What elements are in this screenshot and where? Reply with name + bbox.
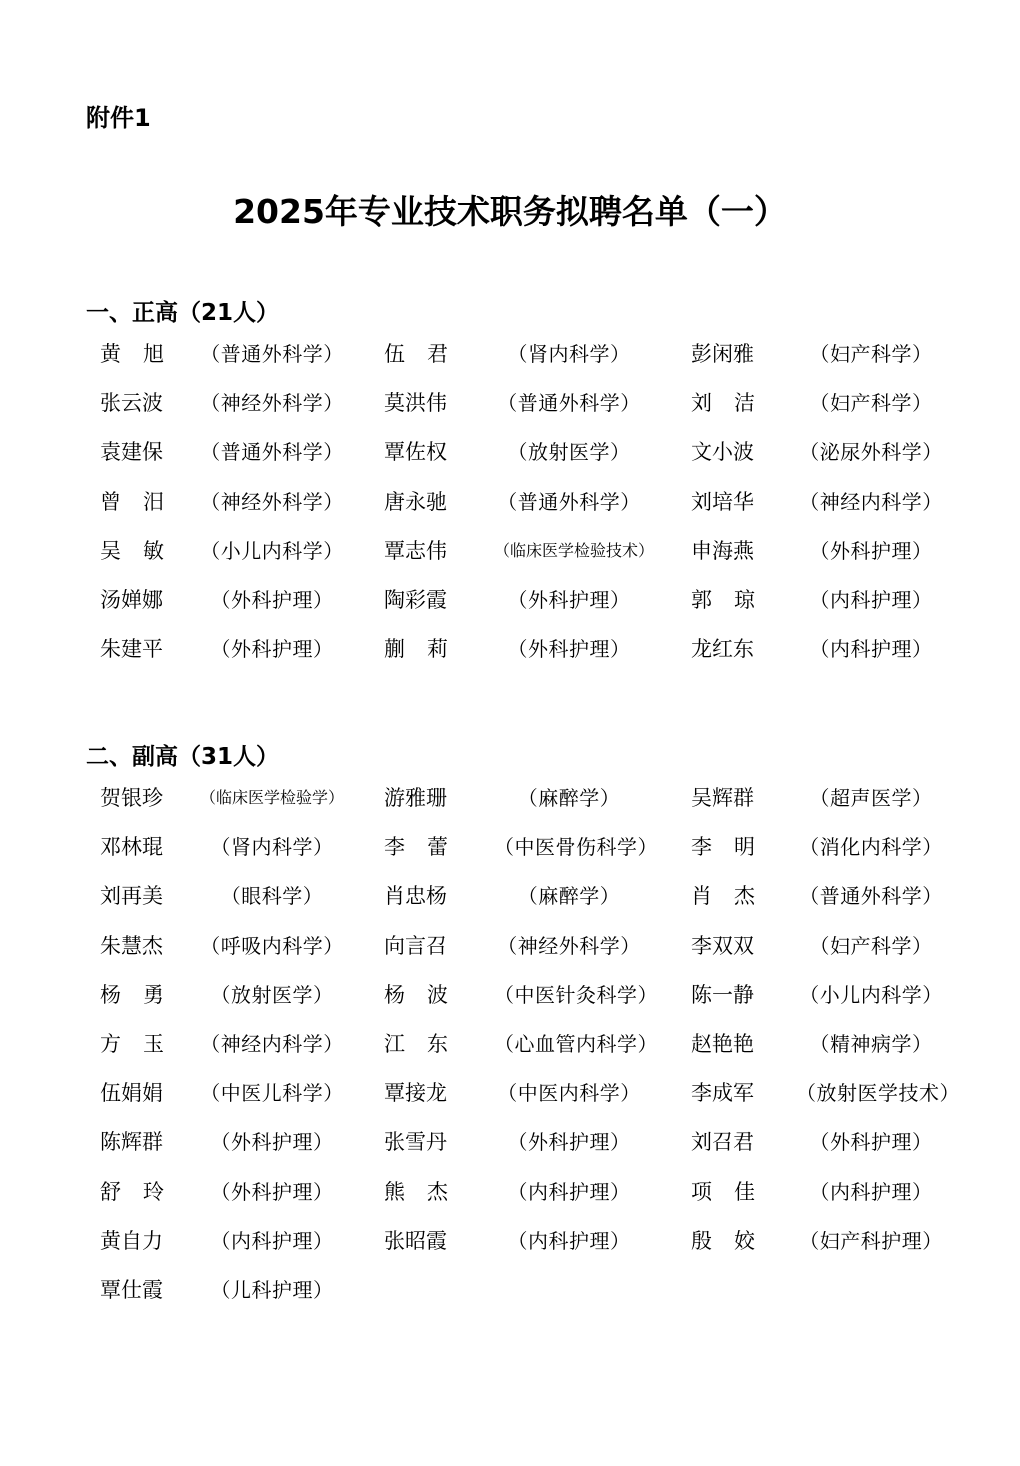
person-name: 李 蕾 — [384, 835, 448, 860]
specialty: （中医内科学） — [497, 1081, 641, 1106]
specialty: （肾内科学） — [210, 835, 334, 860]
specialty: （普通外科学） — [497, 391, 641, 416]
person-name: 汤婵娜 — [100, 587, 163, 612]
specialty: （小儿内科学） — [799, 982, 943, 1007]
person-name: 伍娟娟 — [100, 1081, 163, 1106]
specialty: （呼吸内科学） — [200, 933, 344, 958]
person-name: 朱建平 — [100, 637, 163, 662]
specialty: （肾内科学） — [507, 342, 631, 366]
specialty: （妇产科学） — [809, 342, 933, 366]
person-name: 陈一静 — [691, 982, 754, 1007]
specialty: （泌尿外科学） — [799, 440, 943, 465]
specialty: （麻醉学） — [517, 786, 621, 810]
person-name: 张雪丹 — [384, 1130, 447, 1155]
person-name: 杨 勇 — [100, 982, 164, 1007]
specialty: （外科护理） — [210, 1179, 334, 1204]
specialty: （内科护理） — [809, 587, 933, 612]
list-row — [0, 970, 1020, 1019]
person-name: 杨 波 — [384, 982, 448, 1007]
list-row — [0, 1117, 1020, 1166]
list-row — [0, 871, 1020, 920]
list-row — [0, 1068, 1020, 1117]
section-heading: 二、副高（31人） — [86, 744, 280, 770]
specialty: （心血管内科学） — [494, 1031, 658, 1056]
person-name: 曾 汨 — [100, 489, 164, 514]
person-name: 李双双 — [691, 933, 754, 958]
specialty: （消化内科学） — [799, 835, 943, 860]
person-name: 刘培华 — [691, 489, 754, 514]
person-name: 蒯 莉 — [384, 637, 448, 662]
person-name: 邓林琨 — [100, 835, 163, 860]
person-name: 郭 琼 — [691, 587, 755, 612]
person-name: 舒 玲 — [100, 1179, 164, 1204]
specialty: （儿科护理） — [210, 1277, 334, 1302]
specialty: （神经内科学） — [799, 489, 943, 514]
person-name: 赵艳艳 — [691, 1031, 754, 1056]
person-name: 陈辉群 — [100, 1130, 163, 1155]
person-name: 黄 旭 — [100, 342, 164, 366]
specialty: （中医儿科学） — [200, 1081, 344, 1106]
specialty: （普通外科学） — [200, 440, 344, 465]
list-row — [0, 575, 1020, 624]
specialty: （妇产科学） — [809, 391, 933, 416]
person-name: 吴辉群 — [691, 786, 754, 810]
person-name: 覃接龙 — [384, 1081, 447, 1106]
name-list — [0, 773, 1020, 1314]
person-name: 李 明 — [691, 835, 755, 860]
specialty: （普通外科学） — [497, 489, 641, 514]
specialty: （普通外科学） — [200, 342, 344, 366]
specialty: （神经外科学） — [200, 489, 344, 514]
specialty: （外科护理） — [809, 538, 933, 563]
person-name: 文小波 — [691, 440, 754, 465]
person-name: 项 佳 — [691, 1179, 755, 1204]
specialty: （临床医学检验技术） — [494, 540, 655, 560]
person-name: 伍 君 — [384, 342, 448, 366]
person-name: 吴 敏 — [100, 538, 164, 563]
list-row — [0, 378, 1020, 427]
attachment-label: 附件1 — [86, 104, 151, 132]
specialty: （临床医学检验学） — [199, 788, 344, 807]
specialty: （小儿内科学） — [200, 538, 344, 563]
specialty: （眼科学） — [220, 884, 324, 909]
person-name: 张昭霞 — [384, 1228, 447, 1253]
name-list — [0, 329, 1020, 673]
list-row — [0, 822, 1020, 871]
specialty: （外科护理） — [809, 1130, 933, 1155]
specialty: （放射医学） — [507, 440, 631, 465]
specialty: （神经内科学） — [200, 1031, 344, 1056]
person-name: 刘再美 — [100, 884, 163, 909]
person-name: 方 玉 — [100, 1031, 164, 1056]
person-name: 肖忠杨 — [384, 884, 447, 909]
list-row — [0, 1216, 1020, 1265]
person-name: 覃志伟 — [384, 538, 447, 563]
specialty: （妇产科护理） — [799, 1228, 943, 1253]
person-name: 贺银珍 — [100, 786, 163, 810]
specialty: （内科护理） — [809, 1179, 933, 1204]
specialty: （放射医学） — [210, 982, 334, 1007]
list-row — [0, 1265, 1020, 1314]
list-row — [0, 329, 1020, 378]
specialty: （普通外科学） — [799, 884, 943, 909]
person-name: 熊 杰 — [384, 1179, 448, 1204]
specialty: （外科护理） — [507, 637, 631, 662]
person-name: 陶彩霞 — [384, 587, 447, 612]
specialty: （放射医学技术） — [796, 1081, 960, 1106]
person-name: 朱慧杰 — [100, 933, 163, 958]
person-name: 莫洪伟 — [384, 391, 447, 416]
specialty: （精神病学） — [809, 1031, 933, 1056]
person-name: 肖 杰 — [691, 884, 755, 909]
list-row — [0, 427, 1020, 476]
specialty: （外科护理） — [507, 1130, 631, 1155]
person-name: 游雅珊 — [384, 786, 447, 810]
person-name: 彭闲雅 — [691, 342, 754, 366]
specialty: （内科护理） — [507, 1179, 631, 1204]
person-name: 覃仕霞 — [100, 1277, 163, 1302]
specialty: （内科护理） — [210, 1228, 334, 1253]
list-row — [0, 773, 1020, 822]
section-heading: 一、正高（21人） — [86, 300, 280, 326]
person-name: 刘 洁 — [691, 391, 755, 416]
specialty: （外科护理） — [210, 587, 334, 612]
person-name: 龙红东 — [691, 637, 754, 662]
person-name: 江 东 — [384, 1031, 448, 1056]
specialty: （神经外科学） — [497, 933, 641, 958]
person-name: 李成军 — [691, 1081, 754, 1106]
list-row — [0, 1167, 1020, 1216]
person-name: 袁建保 — [100, 440, 163, 465]
specialty: （内科护理） — [809, 637, 933, 662]
specialty: （外科护理） — [210, 1130, 334, 1155]
specialty: （超声医学） — [809, 786, 933, 810]
list-row — [0, 921, 1020, 970]
list-row — [0, 526, 1020, 575]
specialty: （中医针灸科学） — [494, 982, 658, 1007]
person-name: 唐永驰 — [384, 489, 447, 514]
specialty: （中医骨伤科学） — [494, 835, 658, 860]
specialty: （麻醉学） — [517, 884, 621, 909]
person-name: 张云波 — [100, 391, 163, 416]
person-name: 申海燕 — [691, 538, 754, 563]
list-row — [0, 477, 1020, 526]
person-name: 黄自力 — [100, 1228, 163, 1253]
person-name: 殷 姣 — [691, 1228, 755, 1253]
specialty: （外科护理） — [507, 587, 631, 612]
specialty: （妇产科学） — [809, 933, 933, 958]
specialty: （内科护理） — [507, 1228, 631, 1253]
document-title: 2025年专业技术职务拟聘名单（一） — [233, 192, 787, 231]
person-name: 向言召 — [384, 933, 447, 958]
person-name: 刘召君 — [691, 1130, 754, 1155]
list-row — [0, 624, 1020, 673]
person-name: 覃佐权 — [384, 440, 447, 465]
specialty: （外科护理） — [210, 637, 334, 662]
list-row — [0, 1019, 1020, 1068]
specialty: （神经外科学） — [200, 391, 344, 416]
